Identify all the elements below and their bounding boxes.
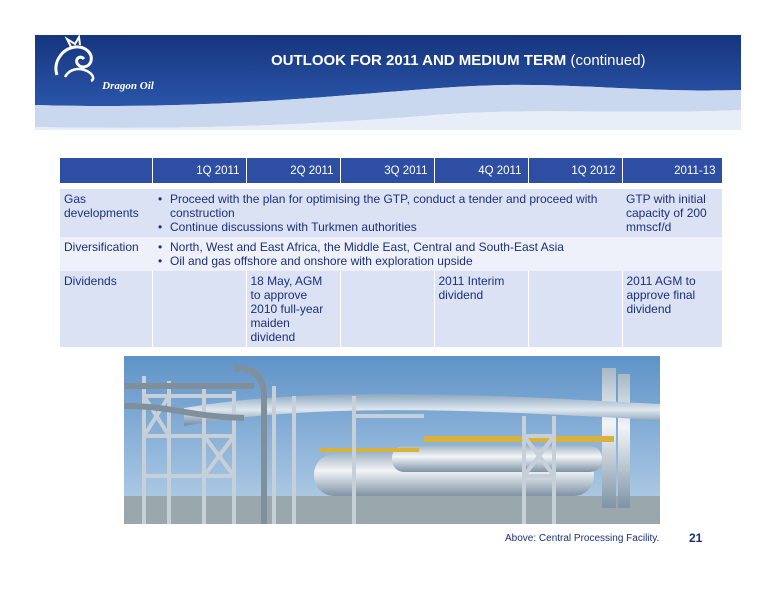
column-header: 3Q 2011 [340,158,434,183]
bullet-item: • Oil and gas offshore and onshore with exploration upside [156,254,718,268]
empty-cell [528,271,622,347]
page-number: 21 [689,531,703,545]
table-header-row [60,158,722,183]
diversification-cell [152,237,722,271]
header-banner [35,35,741,130]
logo-wordmark: Dragon Oil [102,80,154,92]
gas-outcome-cell: GTP with initial capacity of 200 mmscf/d [622,189,722,237]
empty-cell [152,271,246,347]
table-row-dividends [60,271,722,347]
row-label-gas: Gas developments [60,189,152,237]
column-header: 2011-13 [622,158,722,183]
photo-caption: Above: Central Processing Facility. [505,533,660,544]
outlook-table [60,158,723,347]
bullet-item: • North, West and East Africa, the Middle East, Central and South-East Asia [156,240,718,254]
row-label-dividends: Dividends [60,271,152,347]
processing-facility-photo [124,356,660,524]
column-header [60,158,152,183]
dividend-q2-cell: 18 May, AGM to approve 2010 full-year maiden dividend [246,271,340,347]
bullet-item: • Continue discussions with Turkmen authorities [156,220,618,234]
column-header: 2Q 2011 [246,158,340,183]
title-suffix: (continued) [570,52,646,69]
row-label-diversification: Diversification [60,237,152,271]
dividend-q4-cell: 2011 Interim dividend [434,271,528,347]
column-header: 1Q 2011 [152,158,246,183]
column-header: 4Q 2011 [434,158,528,183]
column-header: 1Q 2012 [528,158,622,183]
table-row-diversification [60,237,722,271]
dividend-medium-cell: 2011 AGM to approve final dividend [622,271,722,347]
page-title [271,52,646,69]
gas-plan-cell [152,189,622,237]
bullet-item: • Proceed with the plan for optimising the GTP, conduct a tender and proceed with construction [156,192,618,220]
empty-cell [340,271,434,347]
title-main: OUTLOOK FOR 2011 AND MEDIUM TERM [271,52,567,69]
table-row-gas [60,189,722,237]
